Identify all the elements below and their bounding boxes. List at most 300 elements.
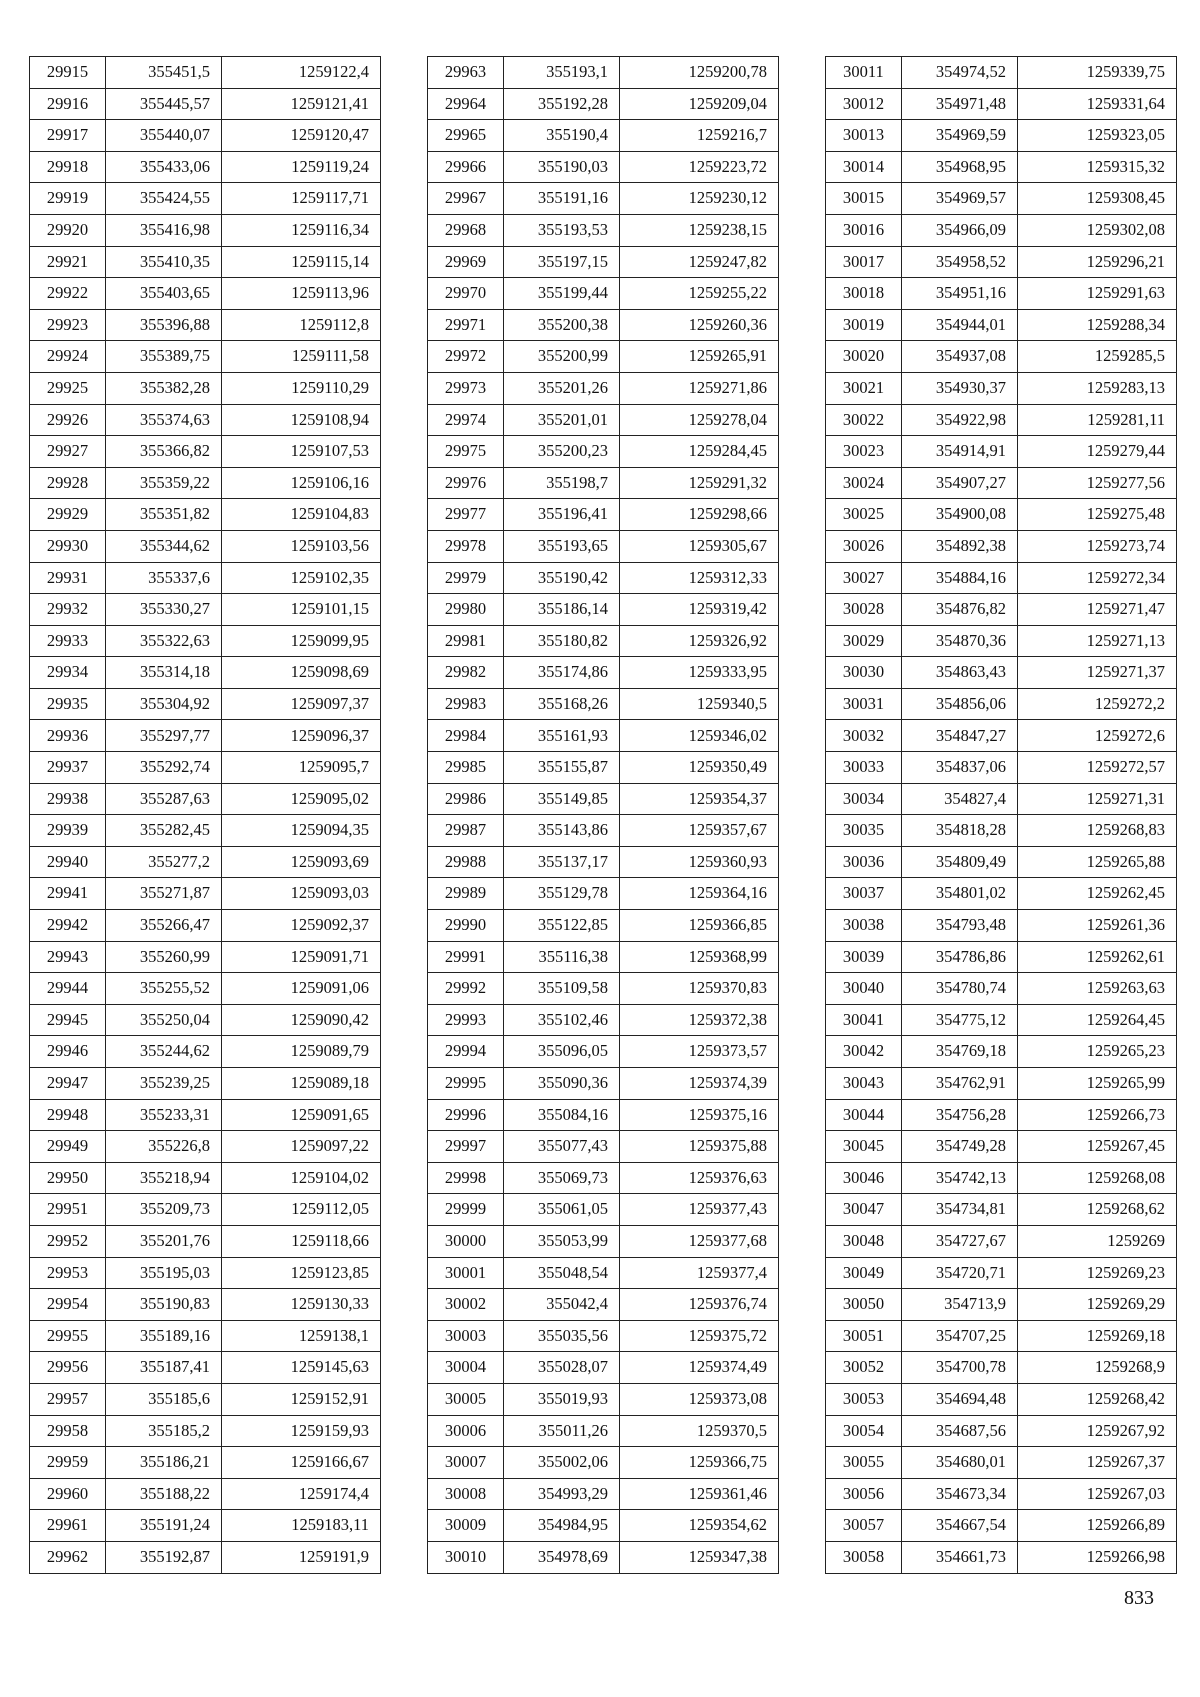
y-coordinate-cell: 1259305,67	[620, 530, 779, 562]
point-id-cell: 30053	[826, 1383, 902, 1415]
y-coordinate-cell: 1259092,37	[222, 910, 381, 942]
point-id-cell: 29996	[428, 1099, 504, 1131]
y-coordinate-cell: 1259377,43	[620, 1194, 779, 1226]
y-coordinate-cell: 1259278,04	[620, 404, 779, 436]
point-id-cell: 29936	[30, 720, 106, 752]
table-row	[30, 1099, 381, 1131]
y-coordinate-cell: 1259377,4	[620, 1257, 779, 1289]
y-coordinate-cell: 1259267,03	[1018, 1478, 1177, 1510]
table-row	[428, 1225, 779, 1257]
x-coordinate-cell: 355255,52	[106, 973, 222, 1005]
point-id-cell: 30040	[826, 973, 902, 1005]
point-id-cell: 29997	[428, 1131, 504, 1163]
point-id-cell: 29993	[428, 1004, 504, 1036]
x-coordinate-cell: 355149,85	[504, 783, 620, 815]
y-coordinate-cell: 1259374,49	[620, 1352, 779, 1384]
point-id-cell: 29926	[30, 404, 106, 436]
y-coordinate-cell: 1259266,89	[1018, 1510, 1177, 1542]
table-row	[826, 246, 1177, 278]
x-coordinate-cell: 355322,63	[106, 625, 222, 657]
x-coordinate-cell: 355440,07	[106, 120, 222, 152]
x-coordinate-cell: 355193,1	[504, 57, 620, 89]
x-coordinate-cell: 355197,15	[504, 246, 620, 278]
point-id-cell: 29973	[428, 372, 504, 404]
y-coordinate-cell: 1259312,33	[620, 562, 779, 594]
table-row	[428, 1352, 779, 1384]
point-id-cell: 29952	[30, 1225, 106, 1257]
table-row	[826, 372, 1177, 404]
y-coordinate-cell: 1259261,36	[1018, 910, 1177, 942]
y-coordinate-cell: 1259357,67	[620, 815, 779, 847]
table-row	[428, 1320, 779, 1352]
table-row	[30, 57, 381, 89]
y-coordinate-cell: 1259121,41	[222, 88, 381, 120]
x-coordinate-cell: 355193,65	[504, 530, 620, 562]
table-row	[826, 499, 1177, 531]
y-coordinate-cell: 1259377,68	[620, 1225, 779, 1257]
table-row	[826, 183, 1177, 215]
table-row	[30, 1194, 381, 1226]
x-coordinate-cell: 355180,82	[504, 625, 620, 657]
x-coordinate-cell: 354775,12	[902, 1004, 1018, 1036]
x-coordinate-cell: 355374,63	[106, 404, 222, 436]
point-id-cell: 29940	[30, 846, 106, 878]
y-coordinate-cell: 1259275,48	[1018, 499, 1177, 531]
y-coordinate-cell: 1259095,02	[222, 783, 381, 815]
table-row	[30, 246, 381, 278]
x-coordinate-cell: 355200,99	[504, 341, 620, 373]
x-coordinate-cell: 355035,56	[504, 1320, 620, 1352]
table-row	[428, 436, 779, 468]
table-row	[30, 657, 381, 689]
y-coordinate-cell: 1259340,5	[620, 688, 779, 720]
y-coordinate-cell: 1259209,04	[620, 88, 779, 120]
point-id-cell: 29966	[428, 151, 504, 183]
point-id-cell: 29947	[30, 1068, 106, 1100]
y-coordinate-cell: 1259354,37	[620, 783, 779, 815]
x-coordinate-cell: 355090,36	[504, 1068, 620, 1100]
point-id-cell: 29972	[428, 341, 504, 373]
y-coordinate-cell: 1259096,37	[222, 720, 381, 752]
point-id-cell: 30019	[826, 309, 902, 341]
x-coordinate-cell: 354930,37	[902, 372, 1018, 404]
point-id-cell: 29917	[30, 120, 106, 152]
point-id-cell: 29939	[30, 815, 106, 847]
y-coordinate-cell: 1259255,22	[620, 278, 779, 310]
point-id-cell: 30050	[826, 1289, 902, 1321]
y-coordinate-cell: 1259366,75	[620, 1447, 779, 1479]
x-coordinate-cell: 354958,52	[902, 246, 1018, 278]
x-coordinate-cell: 354974,52	[902, 57, 1018, 89]
y-coordinate-cell: 1259263,63	[1018, 973, 1177, 1005]
point-id-cell: 30047	[826, 1194, 902, 1226]
x-coordinate-cell: 354907,27	[902, 467, 1018, 499]
y-coordinate-cell: 1259159,93	[222, 1415, 381, 1447]
point-id-cell: 29988	[428, 846, 504, 878]
x-coordinate-cell: 355287,63	[106, 783, 222, 815]
x-coordinate-cell: 355190,4	[504, 120, 620, 152]
y-coordinate-cell: 1259267,37	[1018, 1447, 1177, 1479]
x-coordinate-cell: 354827,4	[902, 783, 1018, 815]
y-coordinate-cell: 1259319,42	[620, 594, 779, 626]
point-id-cell: 30004	[428, 1352, 504, 1384]
table-row	[826, 1257, 1177, 1289]
y-coordinate-cell: 1259115,14	[222, 246, 381, 278]
point-id-cell: 30039	[826, 941, 902, 973]
y-coordinate-cell: 1259347,38	[620, 1541, 779, 1573]
table-row	[30, 1352, 381, 1384]
point-id-cell: 29930	[30, 530, 106, 562]
y-coordinate-cell: 1259104,02	[222, 1162, 381, 1194]
y-coordinate-cell: 1259093,69	[222, 846, 381, 878]
point-id-cell: 29916	[30, 88, 106, 120]
y-coordinate-cell: 1259360,93	[620, 846, 779, 878]
x-coordinate-cell: 354727,67	[902, 1225, 1018, 1257]
y-coordinate-cell: 1259283,13	[1018, 372, 1177, 404]
table-row	[428, 815, 779, 847]
y-coordinate-cell: 1259090,42	[222, 1004, 381, 1036]
y-coordinate-cell: 1259089,18	[222, 1068, 381, 1100]
y-coordinate-cell: 1259333,95	[620, 657, 779, 689]
point-id-cell: 29932	[30, 594, 106, 626]
point-id-cell: 30042	[826, 1036, 902, 1068]
x-coordinate-cell: 355122,85	[504, 910, 620, 942]
point-id-cell: 30014	[826, 151, 902, 183]
x-coordinate-cell: 354847,27	[902, 720, 1018, 752]
table-row	[30, 309, 381, 341]
x-coordinate-cell: 355188,22	[106, 1478, 222, 1510]
point-id-cell: 30020	[826, 341, 902, 373]
table-row	[30, 88, 381, 120]
x-coordinate-cell: 355266,47	[106, 910, 222, 942]
x-coordinate-cell: 355226,8	[106, 1131, 222, 1163]
point-id-cell: 29975	[428, 436, 504, 468]
table-row	[826, 151, 1177, 183]
x-coordinate-cell: 354780,74	[902, 973, 1018, 1005]
point-id-cell: 29982	[428, 657, 504, 689]
y-coordinate-cell: 1259271,47	[1018, 594, 1177, 626]
table-row	[30, 436, 381, 468]
y-coordinate-cell: 1259268,9	[1018, 1352, 1177, 1384]
point-id-cell: 29945	[30, 1004, 106, 1036]
x-coordinate-cell: 355161,93	[504, 720, 620, 752]
y-coordinate-cell: 1259326,92	[620, 625, 779, 657]
point-id-cell: 29938	[30, 783, 106, 815]
y-coordinate-cell: 1259288,34	[1018, 309, 1177, 341]
x-coordinate-cell: 355337,6	[106, 562, 222, 594]
table-row	[826, 309, 1177, 341]
point-id-cell: 29920	[30, 214, 106, 246]
y-coordinate-cell: 1259138,1	[222, 1320, 381, 1352]
table-row	[826, 720, 1177, 752]
y-coordinate-cell: 1259216,7	[620, 120, 779, 152]
table-row	[428, 1447, 779, 1479]
point-id-cell: 30001	[428, 1257, 504, 1289]
x-coordinate-cell: 354687,56	[902, 1415, 1018, 1447]
table-row	[826, 815, 1177, 847]
page-number: 833	[1124, 1587, 1154, 1609]
y-coordinate-cell: 1259271,13	[1018, 625, 1177, 657]
point-id-cell: 30045	[826, 1131, 902, 1163]
table-row	[30, 720, 381, 752]
table-row	[826, 1162, 1177, 1194]
table-row	[30, 1415, 381, 1447]
y-coordinate-cell: 1259272,34	[1018, 562, 1177, 594]
x-coordinate-cell: 355077,43	[504, 1131, 620, 1163]
point-id-cell: 30029	[826, 625, 902, 657]
point-id-cell: 29950	[30, 1162, 106, 1194]
point-id-cell: 30036	[826, 846, 902, 878]
table-row	[826, 1510, 1177, 1542]
y-coordinate-cell: 1259269,23	[1018, 1257, 1177, 1289]
table-row	[30, 1068, 381, 1100]
x-coordinate-cell: 355069,73	[504, 1162, 620, 1194]
y-coordinate-cell: 1259373,08	[620, 1383, 779, 1415]
table-row	[428, 467, 779, 499]
y-coordinate-cell: 1259350,49	[620, 752, 779, 784]
table-row	[30, 594, 381, 626]
table-row	[826, 1320, 1177, 1352]
x-coordinate-cell: 354818,28	[902, 815, 1018, 847]
y-coordinate-cell: 1259097,37	[222, 688, 381, 720]
table-row	[428, 1036, 779, 1068]
x-coordinate-cell: 354756,28	[902, 1099, 1018, 1131]
x-coordinate-cell: 355314,18	[106, 657, 222, 689]
x-coordinate-cell: 354993,29	[504, 1478, 620, 1510]
table-row	[428, 309, 779, 341]
table-row	[30, 372, 381, 404]
x-coordinate-cell: 355201,26	[504, 372, 620, 404]
table-row	[428, 151, 779, 183]
x-coordinate-cell: 354700,78	[902, 1352, 1018, 1384]
x-coordinate-cell: 355366,82	[106, 436, 222, 468]
point-id-cell: 30000	[428, 1225, 504, 1257]
table-row	[826, 214, 1177, 246]
point-id-cell: 30021	[826, 372, 902, 404]
point-id-cell: 30003	[428, 1320, 504, 1352]
table-row	[30, 1131, 381, 1163]
x-coordinate-cell: 355102,46	[504, 1004, 620, 1036]
point-id-cell: 29989	[428, 878, 504, 910]
point-id-cell: 29962	[30, 1541, 106, 1573]
y-coordinate-cell: 1259103,56	[222, 530, 381, 562]
x-coordinate-cell: 354837,06	[902, 752, 1018, 784]
point-id-cell: 29934	[30, 657, 106, 689]
table-row	[30, 625, 381, 657]
x-coordinate-cell: 354769,18	[902, 1036, 1018, 1068]
point-id-cell: 29927	[30, 436, 106, 468]
point-id-cell: 29964	[428, 88, 504, 120]
table-row	[30, 752, 381, 784]
x-coordinate-cell: 354749,28	[902, 1131, 1018, 1163]
x-coordinate-cell: 355189,16	[106, 1320, 222, 1352]
table-row	[826, 752, 1177, 784]
point-id-cell: 29955	[30, 1320, 106, 1352]
y-coordinate-cell: 1259266,73	[1018, 1099, 1177, 1131]
table-row	[826, 1352, 1177, 1384]
point-id-cell: 29919	[30, 183, 106, 215]
x-coordinate-cell: 355143,86	[504, 815, 620, 847]
point-id-cell: 30037	[826, 878, 902, 910]
table-row	[30, 1320, 381, 1352]
x-coordinate-cell: 354892,38	[902, 530, 1018, 562]
table-row	[30, 183, 381, 215]
x-coordinate-cell: 355239,25	[106, 1068, 222, 1100]
point-id-cell: 30054	[826, 1415, 902, 1447]
point-id-cell: 29999	[428, 1194, 504, 1226]
table-row	[428, 120, 779, 152]
point-id-cell: 29977	[428, 499, 504, 531]
x-coordinate-cell: 355351,82	[106, 499, 222, 531]
point-id-cell: 29923	[30, 309, 106, 341]
point-id-cell: 29969	[428, 246, 504, 278]
x-coordinate-cell: 355200,38	[504, 309, 620, 341]
x-coordinate-cell: 355451,5	[106, 57, 222, 89]
table-row	[428, 88, 779, 120]
x-coordinate-cell: 354870,36	[902, 625, 1018, 657]
y-coordinate-cell: 1259331,64	[1018, 88, 1177, 120]
point-id-cell: 30010	[428, 1541, 504, 1573]
x-coordinate-cell: 355084,16	[504, 1099, 620, 1131]
point-id-cell: 29985	[428, 752, 504, 784]
x-coordinate-cell: 355186,14	[504, 594, 620, 626]
point-id-cell: 29918	[30, 151, 106, 183]
x-coordinate-cell: 355109,58	[504, 973, 620, 1005]
x-coordinate-cell: 354856,06	[902, 688, 1018, 720]
x-coordinate-cell: 355244,62	[106, 1036, 222, 1068]
table-body	[428, 57, 779, 1574]
point-id-cell: 30012	[826, 88, 902, 120]
x-coordinate-cell: 355192,28	[504, 88, 620, 120]
x-coordinate-cell: 355233,31	[106, 1099, 222, 1131]
x-coordinate-cell: 354734,81	[902, 1194, 1018, 1226]
table-row	[826, 1225, 1177, 1257]
x-coordinate-cell: 355297,77	[106, 720, 222, 752]
table-row	[30, 1257, 381, 1289]
table-row	[428, 57, 779, 89]
y-coordinate-cell: 1259223,72	[620, 151, 779, 183]
point-id-cell: 30041	[826, 1004, 902, 1036]
table-row	[30, 815, 381, 847]
y-coordinate-cell: 1259166,67	[222, 1447, 381, 1479]
point-id-cell: 29979	[428, 562, 504, 594]
point-id-cell: 29971	[428, 309, 504, 341]
x-coordinate-cell: 354900,08	[902, 499, 1018, 531]
x-coordinate-cell: 355053,99	[504, 1225, 620, 1257]
y-coordinate-cell: 1259375,88	[620, 1131, 779, 1163]
y-coordinate-cell: 1259273,74	[1018, 530, 1177, 562]
y-coordinate-cell: 1259279,44	[1018, 436, 1177, 468]
y-coordinate-cell: 1259119,24	[222, 151, 381, 183]
table-row	[428, 1383, 779, 1415]
table-row	[826, 657, 1177, 689]
point-id-cell: 30034	[826, 783, 902, 815]
point-id-cell: 29928	[30, 467, 106, 499]
y-coordinate-cell: 1259277,56	[1018, 467, 1177, 499]
table-row	[30, 1162, 381, 1194]
point-id-cell: 30038	[826, 910, 902, 942]
table-row	[428, 499, 779, 531]
y-coordinate-cell: 1259104,83	[222, 499, 381, 531]
point-id-cell: 29965	[428, 120, 504, 152]
table-row	[428, 1099, 779, 1131]
y-coordinate-cell: 1259110,29	[222, 372, 381, 404]
x-coordinate-cell: 355201,01	[504, 404, 620, 436]
point-id-cell: 30017	[826, 246, 902, 278]
x-coordinate-cell: 355116,38	[504, 941, 620, 973]
table-row	[428, 214, 779, 246]
table-row	[826, 1478, 1177, 1510]
point-id-cell: 30035	[826, 815, 902, 847]
point-id-cell: 30046	[826, 1162, 902, 1194]
table-row	[428, 1510, 779, 1542]
x-coordinate-cell: 354884,16	[902, 562, 1018, 594]
point-id-cell: 29935	[30, 688, 106, 720]
point-id-cell: 29987	[428, 815, 504, 847]
table-row	[30, 530, 381, 562]
y-coordinate-cell: 1259106,16	[222, 467, 381, 499]
table-row	[826, 783, 1177, 815]
table-row	[826, 846, 1177, 878]
y-coordinate-cell: 1259183,11	[222, 1510, 381, 1542]
point-id-cell: 30056	[826, 1478, 902, 1510]
y-coordinate-cell: 1259272,57	[1018, 752, 1177, 784]
point-id-cell: 29951	[30, 1194, 106, 1226]
point-id-cell: 29968	[428, 214, 504, 246]
y-coordinate-cell: 1259269	[1018, 1225, 1177, 1257]
x-coordinate-cell: 355048,54	[504, 1257, 620, 1289]
x-coordinate-cell: 355389,75	[106, 341, 222, 373]
table-row	[826, 1194, 1177, 1226]
point-id-cell: 29949	[30, 1131, 106, 1163]
x-coordinate-cell: 355011,26	[504, 1415, 620, 1447]
x-coordinate-cell: 355042,4	[504, 1289, 620, 1321]
table-row	[30, 278, 381, 310]
x-coordinate-cell: 355155,87	[504, 752, 620, 784]
table-row	[428, 720, 779, 752]
table-row	[428, 1541, 779, 1573]
point-id-cell: 29956	[30, 1352, 106, 1384]
y-coordinate-cell: 1259089,79	[222, 1036, 381, 1068]
x-coordinate-cell: 355271,87	[106, 878, 222, 910]
table-row	[428, 783, 779, 815]
y-coordinate-cell: 1259265,23	[1018, 1036, 1177, 1068]
y-coordinate-cell: 1259370,5	[620, 1415, 779, 1447]
table-row	[826, 1415, 1177, 1447]
x-coordinate-cell: 355250,04	[106, 1004, 222, 1036]
point-id-cell: 30027	[826, 562, 902, 594]
x-coordinate-cell: 354944,01	[902, 309, 1018, 341]
table-row	[826, 941, 1177, 973]
x-coordinate-cell: 354793,48	[902, 910, 1018, 942]
point-id-cell: 29953	[30, 1257, 106, 1289]
point-id-cell: 29922	[30, 278, 106, 310]
y-coordinate-cell: 1259262,61	[1018, 941, 1177, 973]
point-id-cell: 29959	[30, 1447, 106, 1479]
table-row	[826, 625, 1177, 657]
x-coordinate-cell: 355199,44	[504, 278, 620, 310]
table-row	[30, 1478, 381, 1510]
x-coordinate-cell: 354914,91	[902, 436, 1018, 468]
y-coordinate-cell: 1259091,06	[222, 973, 381, 1005]
y-coordinate-cell: 1259302,08	[1018, 214, 1177, 246]
y-coordinate-cell: 1259291,32	[620, 467, 779, 499]
table-row	[30, 878, 381, 910]
y-coordinate-cell: 1259091,71	[222, 941, 381, 973]
x-coordinate-cell: 355028,07	[504, 1352, 620, 1384]
x-coordinate-cell: 355168,26	[504, 688, 620, 720]
y-coordinate-cell: 1259272,6	[1018, 720, 1177, 752]
